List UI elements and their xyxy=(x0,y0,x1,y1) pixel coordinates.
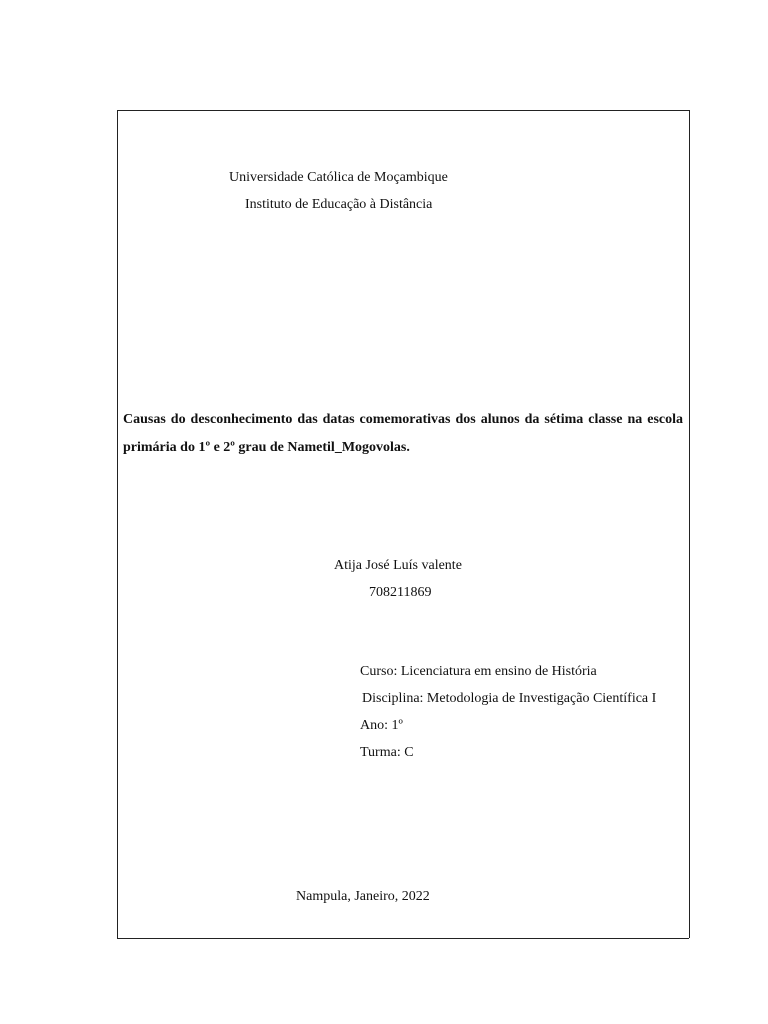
student-number: 708211869 xyxy=(369,585,432,600)
year-line: Ano: 1º xyxy=(360,718,403,733)
cover-page-border-tick xyxy=(689,926,690,938)
document-title: Causas do desconhecimento das datas comemorativas dos alunos da sétima classe na escola primária do 1º e 2º grau de Nametil_Mogovolas. xyxy=(123,412,683,455)
class-line: Turma: C xyxy=(360,745,414,760)
course-line: Curso: Licenciatura em ensino de História xyxy=(360,664,597,679)
discipline-line: Disciplina: Metodologia de Investigação Científica I xyxy=(362,691,657,706)
cover-page-border-bottom xyxy=(117,938,689,939)
author-name: Atija José Luís valente xyxy=(334,558,462,573)
institute-name: Instituto de Educação à Distância xyxy=(245,197,433,212)
place-and-date: Nampula, Janeiro, 2022 xyxy=(296,889,430,904)
university-name: Universidade Católica de Moçambique xyxy=(229,170,448,185)
cover-page-border xyxy=(117,110,690,938)
